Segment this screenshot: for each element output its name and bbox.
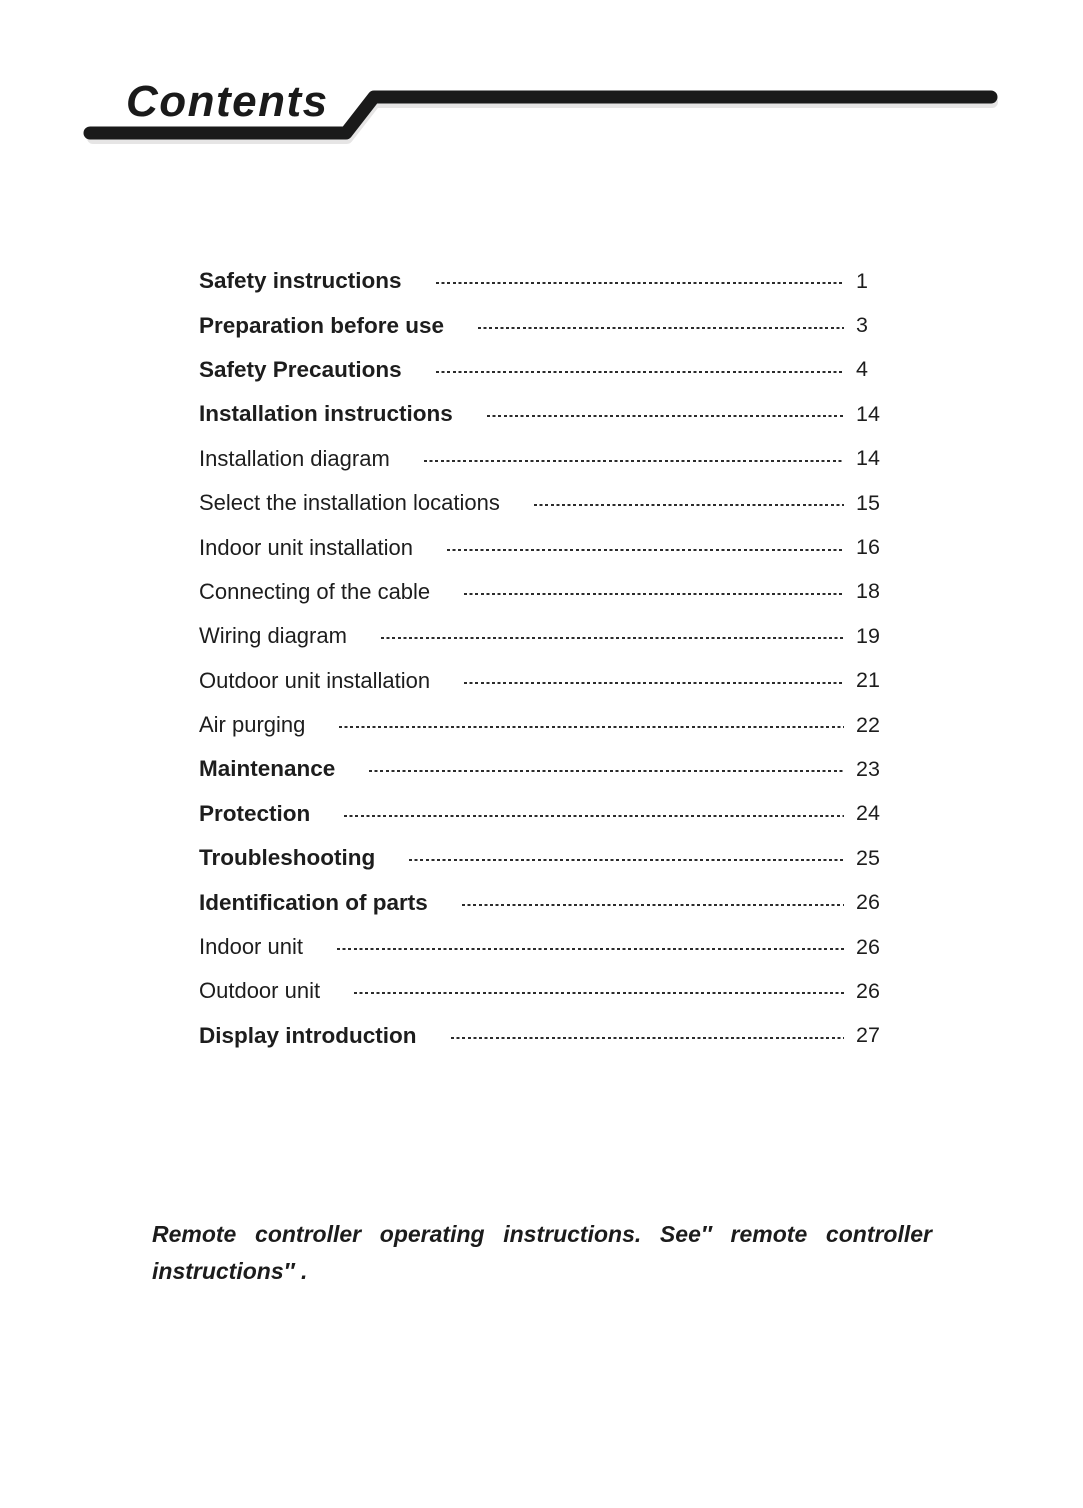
dotted-leader bbox=[464, 593, 844, 595]
toc-entry-page-number: 24 bbox=[856, 801, 880, 826]
toc-entry-label: Installation diagram bbox=[199, 445, 390, 471]
toc-entry bbox=[199, 614, 884, 658]
toc-entry-page-number: 19 bbox=[856, 623, 880, 648]
dotted-leader bbox=[409, 859, 844, 861]
dotted-leader bbox=[339, 726, 844, 728]
toc-entry-label: Protection bbox=[199, 800, 311, 826]
dotted-leader bbox=[464, 682, 844, 684]
toc-entry bbox=[199, 525, 884, 569]
dotted-leader bbox=[487, 415, 844, 417]
toc-entry-label: Display introduction bbox=[199, 1022, 417, 1048]
toc-entry bbox=[199, 392, 884, 436]
dotted-leader bbox=[369, 770, 844, 772]
toc-entry-label: Outdoor unit bbox=[199, 978, 321, 1004]
toc-entry bbox=[199, 836, 884, 880]
dotted-leader bbox=[478, 327, 844, 329]
toc-entry-label: Air purging bbox=[199, 712, 306, 738]
toc-entry-label: Safety Precautions bbox=[199, 356, 402, 382]
dotted-leader bbox=[381, 637, 844, 639]
toc-entry-page-number: 16 bbox=[856, 535, 880, 560]
toc-entry bbox=[199, 880, 884, 924]
dotted-leader bbox=[436, 282, 844, 284]
toc-entry-label: Select the installation locations bbox=[199, 490, 500, 516]
dotted-leader bbox=[436, 371, 844, 373]
toc-entry-page-number: 14 bbox=[856, 401, 880, 426]
dotted-leader bbox=[354, 992, 844, 994]
toc-entry-page-number: 4 bbox=[856, 357, 868, 382]
toc-entry-page-number: 26 bbox=[856, 934, 880, 959]
toc-entry-label: Identification of parts bbox=[199, 889, 428, 915]
toc-entry-page-number: 1 bbox=[856, 268, 868, 293]
toc-entry-page-number: 18 bbox=[856, 579, 880, 604]
toc-entry-page-number: 21 bbox=[856, 668, 880, 693]
dotted-leader bbox=[344, 815, 844, 817]
toc-entry-page-number: 25 bbox=[856, 845, 880, 870]
dotted-leader bbox=[424, 460, 844, 462]
toc-entry-page-number: 23 bbox=[856, 756, 880, 781]
remote-controller-note-line2: instructions″ . bbox=[152, 1258, 308, 1284]
toc-entry bbox=[199, 1014, 884, 1058]
toc-entry bbox=[199, 747, 884, 791]
table-of-contents bbox=[199, 259, 884, 1058]
dotted-leader bbox=[534, 504, 844, 506]
toc-entry bbox=[199, 969, 884, 1013]
toc-entry bbox=[199, 659, 884, 703]
toc-entry bbox=[199, 925, 884, 969]
toc-entry-page-number: 15 bbox=[856, 490, 880, 515]
toc-entry-page-number: 22 bbox=[856, 712, 880, 737]
toc-entry bbox=[199, 303, 884, 347]
toc-entry bbox=[199, 703, 884, 747]
toc-entry bbox=[199, 570, 884, 614]
remote-controller-note-line1: Remote controller operating instructions. See″ remote controller bbox=[152, 1221, 932, 1247]
toc-entry-label: Indoor unit installation bbox=[199, 534, 414, 560]
dotted-leader bbox=[447, 549, 844, 551]
toc-entry-label: Installation instructions bbox=[199, 401, 453, 427]
dotted-leader bbox=[462, 904, 844, 906]
page-title: Contents bbox=[126, 77, 329, 126]
toc-entry bbox=[199, 792, 884, 836]
toc-entry-label: Troubleshooting bbox=[199, 845, 376, 871]
dotted-leader bbox=[451, 1037, 844, 1039]
remote-controller-note bbox=[152, 1216, 932, 1290]
toc-entry-label: Maintenance bbox=[199, 756, 336, 782]
toc-entry-label: Preparation before use bbox=[199, 312, 445, 338]
toc-entry bbox=[199, 437, 884, 481]
toc-entry-page-number: 26 bbox=[856, 978, 880, 1003]
toc-entry-page-number: 27 bbox=[856, 1023, 880, 1048]
toc-entry-label: Safety instructions bbox=[199, 268, 402, 294]
toc-entry-page-number: 14 bbox=[856, 446, 880, 471]
toc-entry bbox=[199, 259, 884, 303]
dotted-leader bbox=[337, 948, 844, 950]
toc-entry-page-number: 26 bbox=[856, 890, 880, 915]
toc-entry bbox=[199, 348, 884, 392]
toc-entry bbox=[199, 481, 884, 525]
toc-entry-label: Wiring diagram bbox=[199, 623, 347, 649]
toc-entry-label: Indoor unit bbox=[199, 934, 303, 960]
toc-entry-label: Outdoor unit installation bbox=[199, 667, 431, 693]
toc-entry-label: Connecting of the cable bbox=[199, 578, 431, 604]
toc-entry-page-number: 3 bbox=[856, 313, 868, 338]
